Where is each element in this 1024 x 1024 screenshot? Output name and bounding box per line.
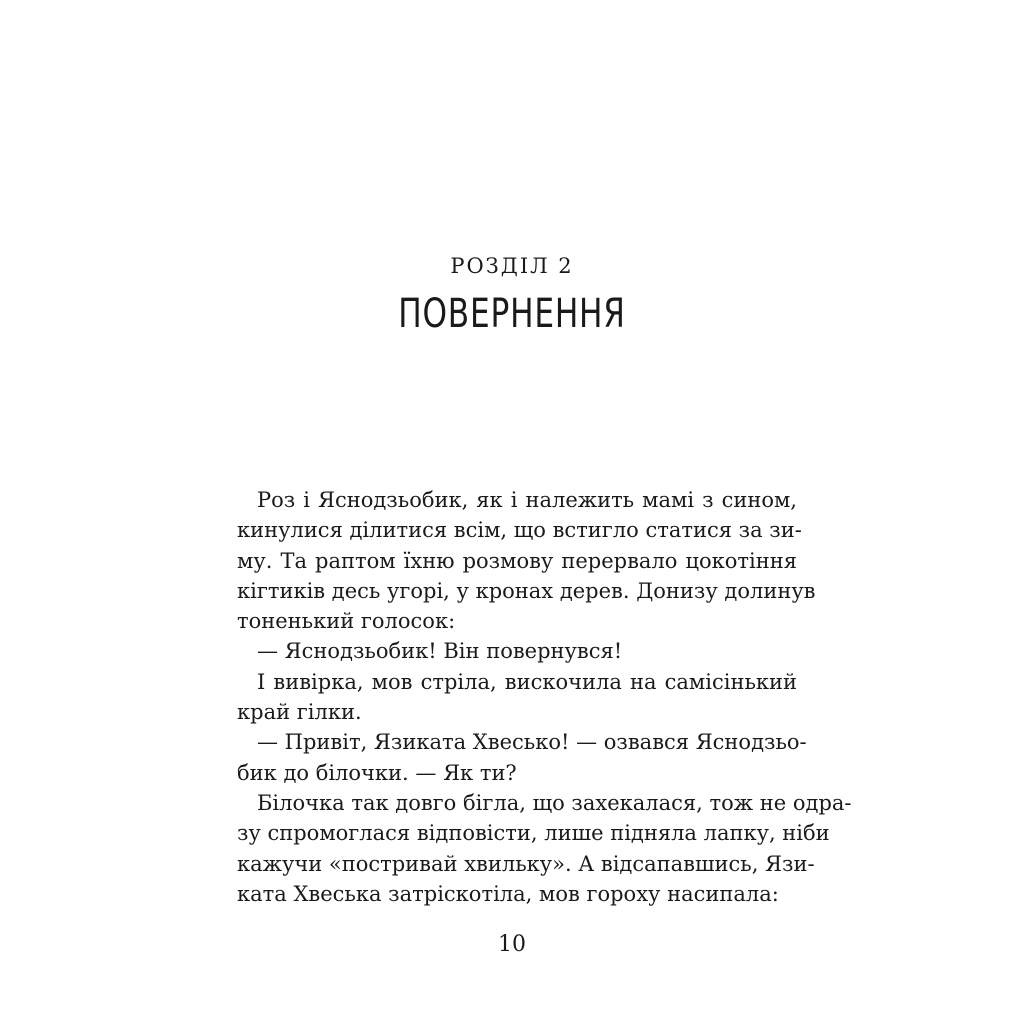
- dialogue-line: — Яснодзьобик! Він повернувся!: [257, 639, 623, 664]
- paragraph-line: кажучи «постривай хвильку». А відсапавшись, Язи-: [237, 851, 815, 876]
- chapter-title: ПОВЕРНЕННЯ: [398, 291, 626, 337]
- paragraph-line: кігтиків десь угорі, у кронах дерев. Донизу долинув: [237, 578, 816, 603]
- dialogue-line: бик до білочки. — Як ти?: [237, 760, 517, 785]
- page-number: 10: [498, 932, 526, 957]
- paragraph-line: край гілки.: [237, 700, 362, 725]
- paragraph-line: І вивірка, мов стріла, вискочила на самісінький: [257, 669, 797, 694]
- paragraph-line: Білочка так довго бігла, що захекалася, тож не одра-: [257, 790, 852, 815]
- paragraph-line: ката Хвеська затріскотіла, мов гороху насипала:: [237, 881, 779, 906]
- paragraph-line: зу спромоглася відповісти, лише підняла лапку, ніби: [237, 821, 830, 846]
- paragraph-line: тоненький голосок:: [237, 609, 456, 634]
- paragraph-line: кинулися ділитися всім, що встигло статися за зи-: [237, 518, 802, 543]
- dialogue-line: — Привіт, Язиката Хвесько! — озвався Яснодзьо-: [257, 730, 807, 755]
- paragraph-line: Роз і Яснодзьобик, як і належить мамі з сином,: [257, 488, 797, 512]
- chapter-label: РОЗДІЛ 2: [450, 254, 574, 278]
- body-text: [237, 485, 852, 909]
- paragraph-line: му. Та раптом їхню розмову перервало цокотіння: [237, 548, 797, 573]
